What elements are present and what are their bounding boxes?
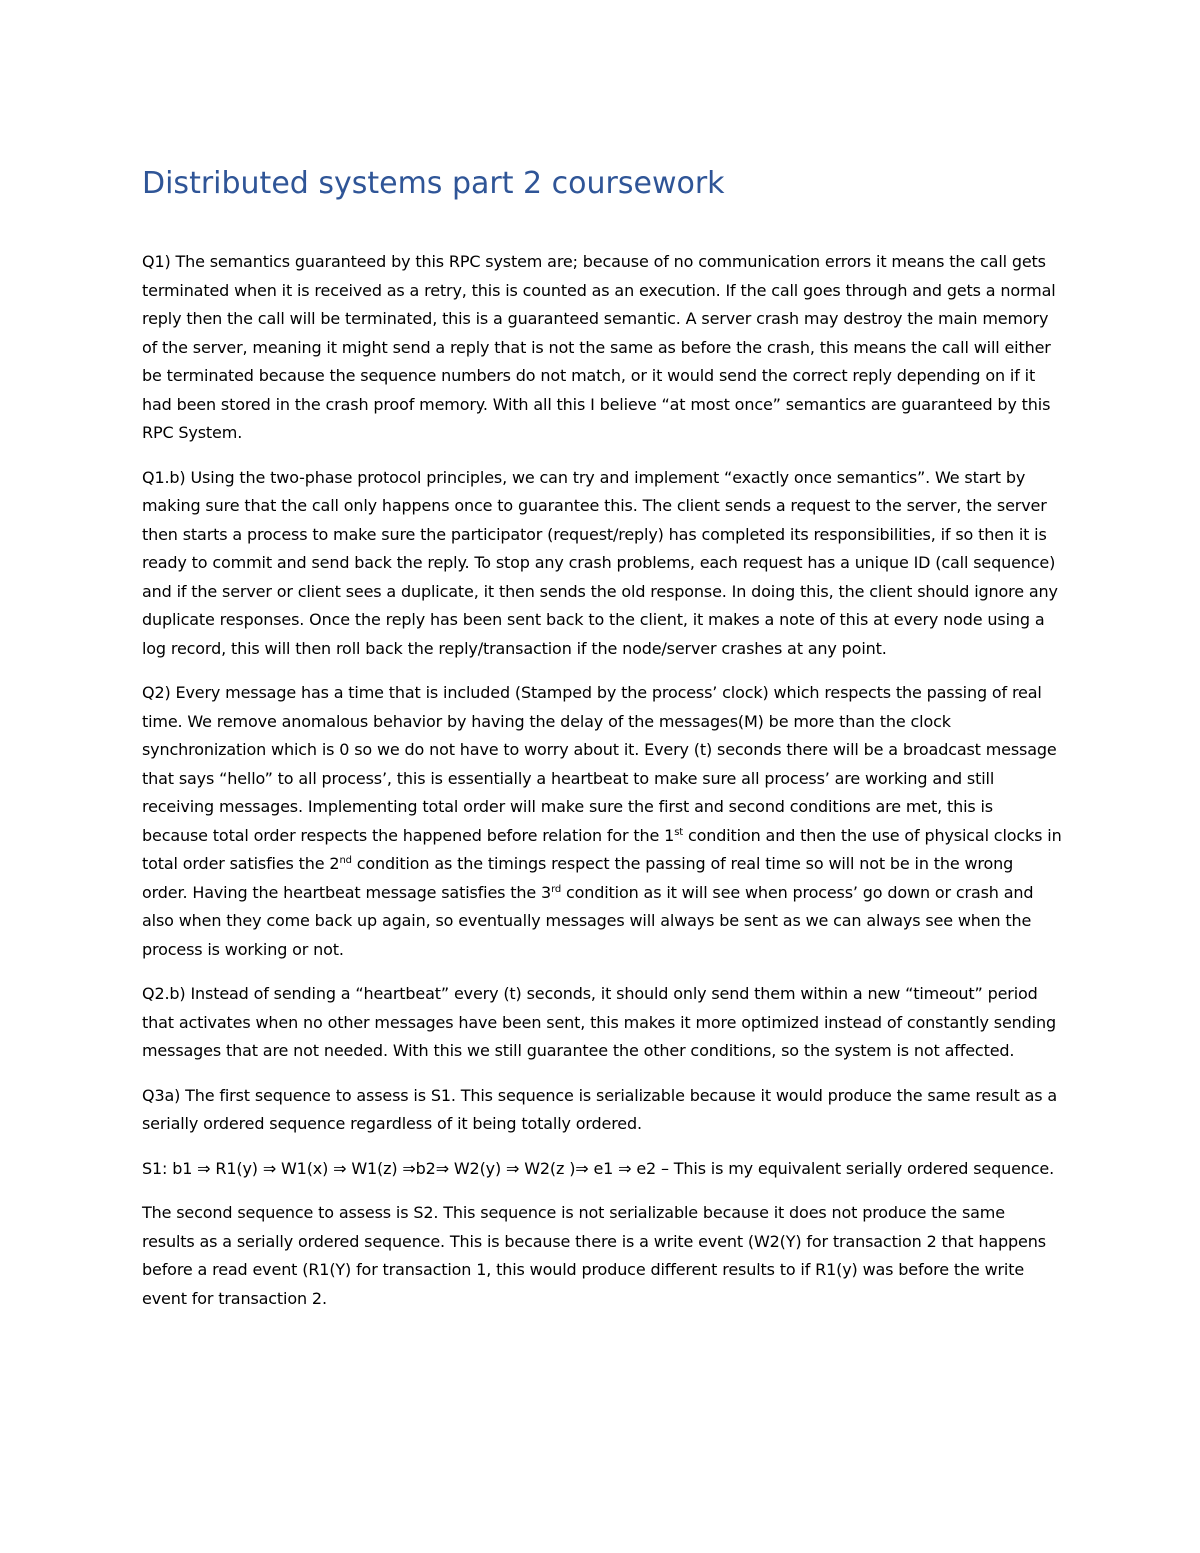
superscript-st: st xyxy=(674,826,684,838)
paragraph-q3a: Q3a) The first sequence to assess is S1. This sequence is serializable because it would produce the same result as a serially ordered sequence regardless of it being totally ordered. xyxy=(142,1085,1058,1133)
superscript-rd: rd xyxy=(551,883,562,895)
superscript-nd: nd xyxy=(339,855,352,866)
paragraph-s1-sequence: S1: b1 ⇒ R1(y) ⇒ W1(x) ⇒ W1(z) ⇒b2⇒ W2(y) ⇒ W2(z )⇒ e1 ⇒ e2 – This is my equivalent serially ordered sequence. xyxy=(142,1158,1055,1178)
paragraph-q1b: Q1.b) Using the two-phase protocol principles, we can try and implement “exactly once semantics”. We start by making sure that the call only happens once to guarantee this. The client sends a request to the server, the server then starts a process to make sure the participator (request/reply) has completed its responsibilities, if so then it is ready to commit and send back the reply. To stop any crash problems, each request has a unique ID (call sequence) and if the server or client sees a duplicate, it then sends the old response. In doing this, the client should ignore any duplicate responses. Once the reply has been sent back to the client, it makes a note of this at every node using a log record, this will then roll back the reply/transaction if the node/server crashes at any point. xyxy=(142,467,1058,658)
paragraph-s2-assessment: The second sequence to assess is S2. This sequence is not serializable because it does not produce the same results as a serially ordered sequence. This is because there is a write event (W2(Y) for transaction 2 that happens before a read event (R1(Y) for transaction 1, this would produce different results to if R1(y) was before the write event for transaction 2. xyxy=(142,1203,1046,1308)
paragraph-q2 xyxy=(142,679,1062,964)
document-body xyxy=(142,248,1062,1329)
paragraph-q2-part4: condition as it will see when process’ go down or crash and also when they come back up again, so eventually messages will always be sent as we can always see when the process is working or not. xyxy=(142,882,1034,959)
paragraph-q1: Q1) The semantics guaranteed by this RPC system are; because of no communication errors it means the call gets terminated when it is received as a retry, this is counted as an execution. If the call goes through and gets a normal reply then the call will be terminated, this is a guaranteed semantic. A server crash may destroy the main memory of the server, meaning it might send a reply that is not the same as before the crash, this means the call will either be terminated because the sequence numbers do not match, or it would send the correct reply depending on if it had been stored in the crash proof memory. With all this I believe “at most once” semantics are guaranteed by this RPC System. xyxy=(142,252,1056,442)
paragraph-q2-part1: Q2) Every message has a time that is included (Stamped by the process’ clock) which respects the passing of real time. We remove anomalous behavior by having the delay of the messages(M) be more than the clock synchronization which is 0 so we do not have to worry about it. Every (t) seconds there will be a broadcast message that says “hello” to all process’, this is essentially a heartbeat to make sure all process’ are working and still receiving messages. Implementing total order will make sure the first and second conditions are met, this is because total order respects the happened before relation for the 1 xyxy=(142,683,1057,845)
paragraph-q2-part3: condition as the timings respect the passing of real time so will not be in the wrong order. Having the heartbeat message satisfies the 3 xyxy=(142,854,1014,902)
paragraph-q2b: Q2.b) Instead of sending a “heartbeat” every (t) seconds, it should only send them within a new “timeout” period that activates when no other messages have been sent, this makes it more optimized instead of constantly sending messages that are not needed. With this we still guarantee the other conditions, so the system is not affected. xyxy=(142,984,1056,1060)
document-title: Distributed systems part 2 coursework xyxy=(142,166,725,201)
paragraph-q2-part2: condition and then the use of physical clocks in total order satisfies the 2 xyxy=(142,825,1062,873)
